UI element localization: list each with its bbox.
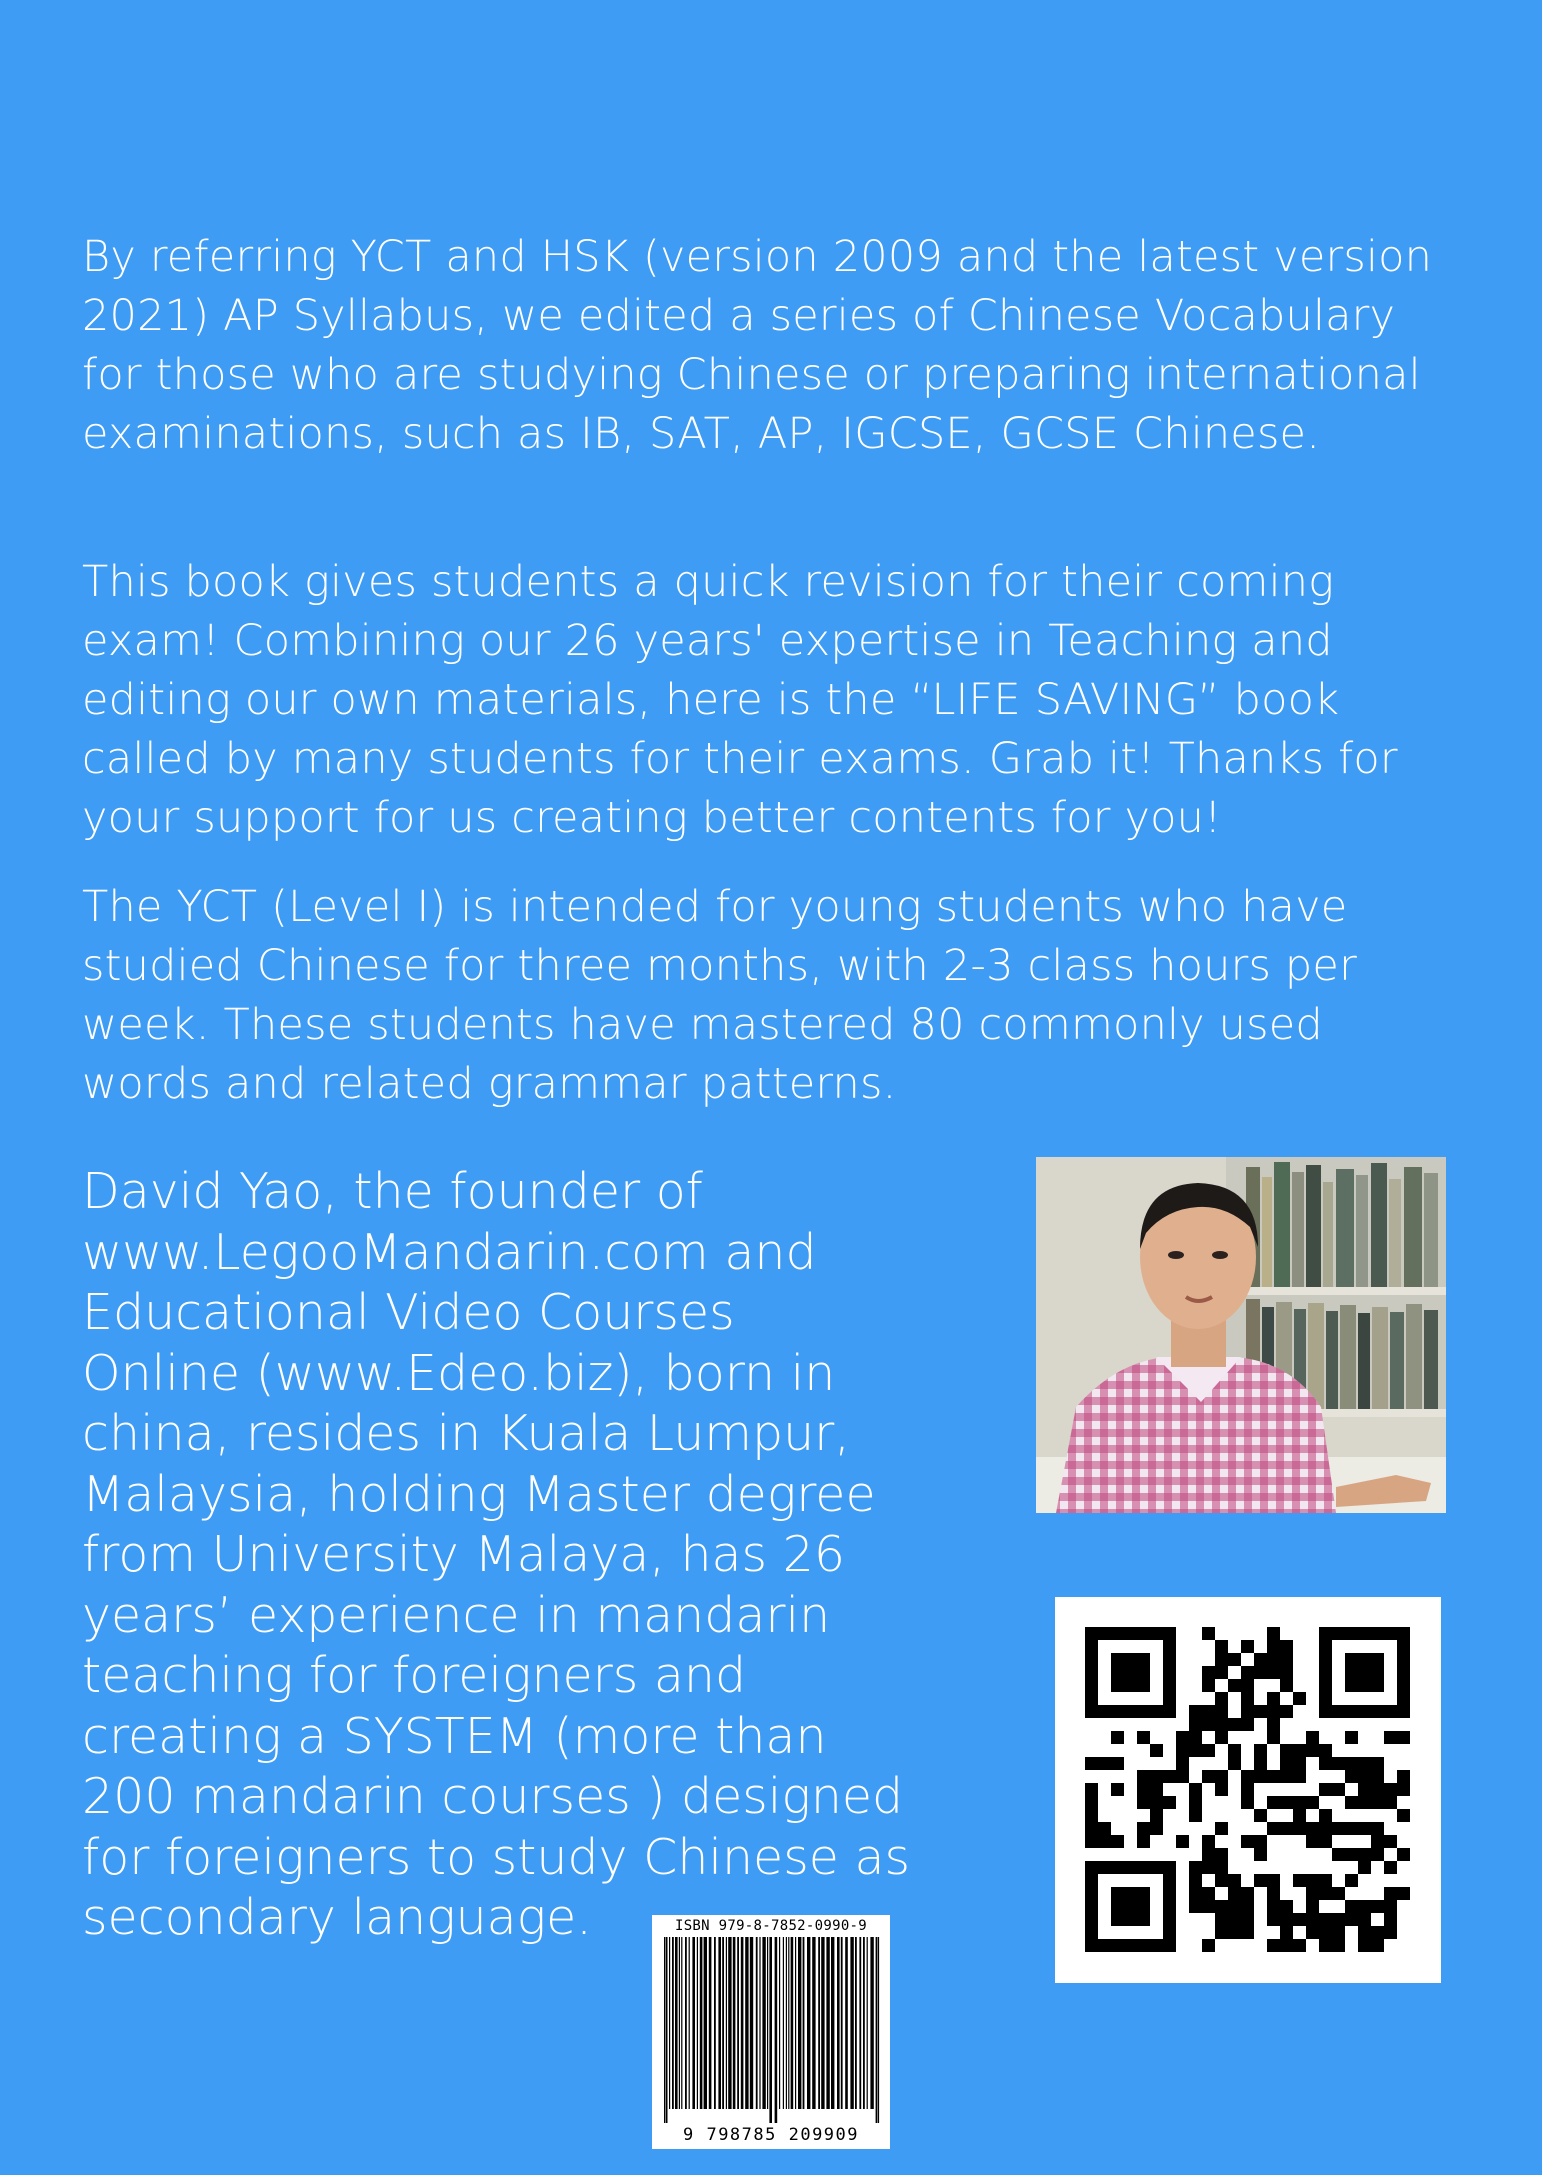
isbn-label: ISBN 979-8-7852-0990-9 bbox=[674, 1918, 868, 1934]
yct-level-paragraph: The YCT (Level I) is intended for young students who have studied Chinese for three months, with 2-3 class hours per week. These students have mastered 80 commonly used words and related grammar patterns. bbox=[82, 882, 1357, 1109]
author-bio-line: china, resides in Kuala Lumpur, bbox=[82, 1405, 850, 1462]
author-bio-line: years’ experience in mandarin bbox=[82, 1586, 831, 1644]
author-bio-line: Educational Video Courses bbox=[82, 1284, 735, 1341]
author-bio-line: Online (www.Edeo.biz), born in bbox=[82, 1344, 836, 1402]
author-bio-line: from University Malaya, has 26 bbox=[82, 1526, 846, 1583]
revision-paragraph: This book gives students a quick revision for their coming exam! Combining our 26 years' expertise in Teaching and editing our own materials, here is the “LIFE SAVING” book called by many students for their exams. Grab it! Thanks for your support for us creating better contents for you! bbox=[82, 557, 1398, 843]
author-photo-illustration bbox=[1036, 1157, 1446, 1513]
author-bio-line: creating a SYSTEM (more than bbox=[82, 1707, 827, 1765]
author-photo bbox=[1036, 1157, 1446, 1513]
qr-code-pattern bbox=[1055, 1597, 1441, 1983]
author-bio-line: Malaysia, holding Master degree bbox=[82, 1465, 876, 1523]
author-bio-line: 200 mandarin courses ) designed bbox=[82, 1768, 904, 1825]
author-bio-line: David Yao, the founder of bbox=[82, 1163, 703, 1220]
barcode-bars bbox=[660, 1937, 882, 2123]
author-bio-line: www.LegooMandarin.com and bbox=[82, 1223, 817, 1281]
intro-paragraph: By referring YCT and HSK (version 2009 and the latest version 2021) AP Syllabus, we edited a series of Chinese Vocabulary for those who are studying Chinese or preparing international examinations, such as IB, SAT, AP, IGCSE, GCSE Chinese. bbox=[82, 232, 1433, 459]
author-bio-line: teaching for foreigners and bbox=[82, 1647, 747, 1704]
author-bio-line: for foreigners to study Chinese as bbox=[82, 1828, 910, 1886]
isbn-barcode bbox=[652, 1915, 890, 2149]
author-bio-line: secondary language. bbox=[82, 1889, 592, 1946]
qr-code bbox=[1055, 1597, 1441, 1983]
barcode-number: 9 798785 209909 bbox=[682, 2125, 860, 2145]
author-bio bbox=[82, 1162, 962, 1949]
